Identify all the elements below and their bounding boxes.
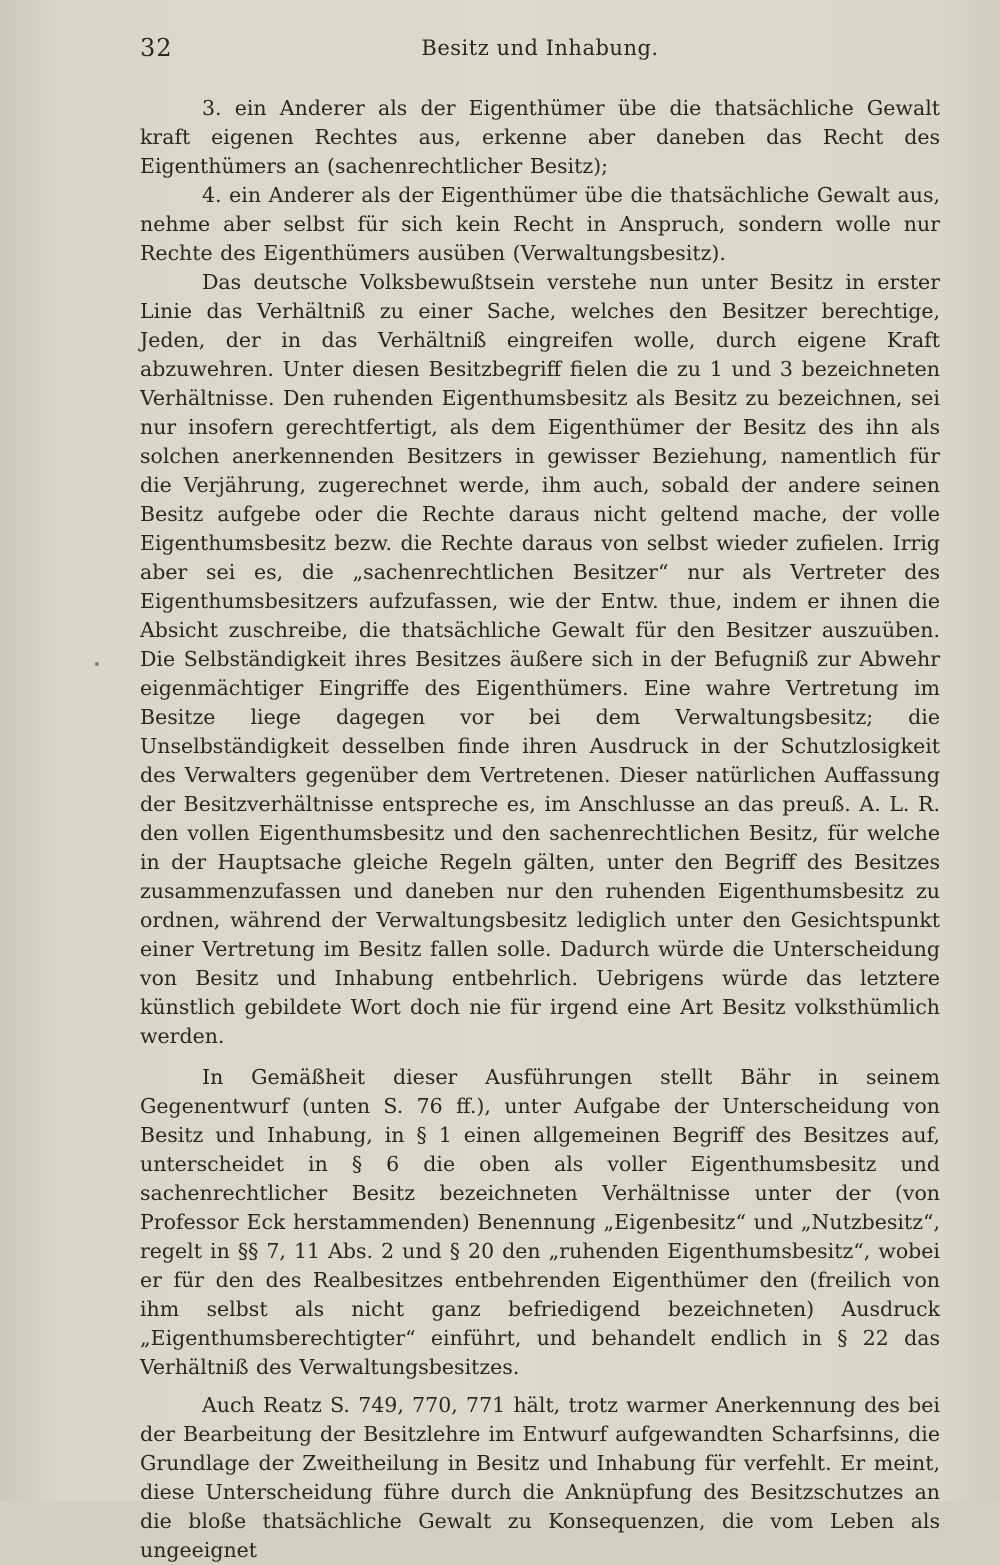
running-head: Besitz und Inhabung.: [421, 36, 659, 60]
margin-ink-spot: [95, 662, 99, 666]
paragraph-baehr: In Gemäßheit dieser Ausführungen stellt Bähr in seinem Gegenentwurf (unten S. 76 ff.), unter Aufgabe der Unterscheidung von Besitz und Inhabung, in § 1 einen allgemeinen Begriff des Besitzes auf, unterscheidet in § 6 die oben als voller Eigenthumsbesitz und sachenrechtlicher Besitz bezeichneten Verhältnisse unter der (von Professor Eck herstammenden) Benennung „Eigenbesitz“ und „Nutzbesitz“, regelt in §§ 7, 11 Abs. 2 und § 20 den „ruhenden Eigenthumsbesitz“, wobei er für den des Realbesitzes entbehrenden Eigenthümer den (freilich von ihm selbst als nicht ganz befriedigend bezeichneten) Ausdruck „Eigenthumsberechtigter“ einführt, und behandelt endlich in § 22 das Verhältniß des Verwaltungsbesitzes.: [140, 1065, 940, 1379]
body-text: [140, 94, 940, 1565]
enumerated-item-3: 3. ein Anderer als der Eigenthümer übe die thatsächliche Gewalt kraft eigenen Rechtes aus, erkenne aber daneben das Recht des Eigenthümers an (sachenrechtlicher Besitz);: [140, 96, 940, 178]
paragraph-volksbewusstsein: Das deutsche Volksbewußtsein verstehe nun unter Besitz in erster Linie das Verhältniß zu einer Sache, welches den Besitzer berechtige, Jeden, der in das Verhältniß eingreifen wolle, durch eigene Kraft abzuwehren. Unter diesen Besitzbegriff fielen die zu 1 und 3 bezeichneten Verhältnisse. Den ruhenden Eigenthumsbesitz als Besitz zu bezeichnen, sei nur insofern gerechtfertigt, als dem Eigenthümer der Besitz des ihn als solchen anerkennenden Besitzers in gewisser Beziehung, namentlich für die Verjährung, zugerechnet werde, ihm auch, sobald der andere seinen Besitz aufgebe oder die Rechte daraus nicht geltend mache, der volle Eigenthumsbesitz bezw. die Rechte daraus von selbst wieder zufielen. Irrig aber sei es, die „sachenrechtlichen Besitzer“ nur als Vertreter des Eigenthumsbesitzers aufzufassen, wie der Entw. thue, indem er ihnen die Absicht zuschreibe, die thatsächliche Gewalt für den Besitzer auszuüben. Die Selbständigkeit ihres Besitzes äußere sich in der Befugniß zur Abwehr eigenmächtiger Eingriffe des Eigenthümers. Eine wahre Vertretung im Besitze liege dagegen vor bei dem Verwaltungsbesitz; die Unselbständigkeit desselben finde ihren Ausdruck in der Schutzlosigkeit des Verwalters gegenüber dem Vertretenen. Dieser natürlichen Auffassung der Besitzverhältnisse entspreche es, im Anschlusse an das preuß. A. L. R. den vollen Eigenthumsbesitz und den sachenrechtlichen Besitz, für welche in der Hauptsache gleiche Regeln gälten, unter den Begriff des Besitzes zusammenzufassen und daneben nur den ruhenden Eigenthumsbesitz zu ordnen, während der Verwaltungsbesitz lediglich unter den Gesichtspunkt einer Vertretung im Besitz fallen solle. Dadurch würde die Unterscheidung von Besitz und Inhabung entbehrlich. Uebrigens würde das letztere künstlich gebildete Wort doch nie für irgend eine Art Besitz volksthümlich werden.: [140, 270, 940, 1048]
page-header: [140, 34, 940, 70]
page-number: 32: [140, 34, 173, 62]
paragraph-reatz: Auch Reatz S. 749, 770, 771 hält, trotz warmer Anerkennung des bei der Bearbeitung der Besitzlehre im Entwurf aufgewandten Scharfsinns, die Grundlage der Zweitheilung in Besitz und Inhabung für verfehlt. Er meint, diese Unterscheidung führe durch die Anknüpfung des Besitzschutzes an die bloße thatsächliche Gewalt zu Konsequenzen, die vom Leben als ungeeignet: [140, 1393, 940, 1562]
enumerated-item-4: 4. ein Anderer als der Eigenthümer übe die thatsächliche Gewalt aus, nehme aber selbst für sich kein Recht in Anspruch, sondern wolle nur Rechte des Eigenthümers ausüben (Verwaltungsbesitz).: [140, 183, 940, 265]
